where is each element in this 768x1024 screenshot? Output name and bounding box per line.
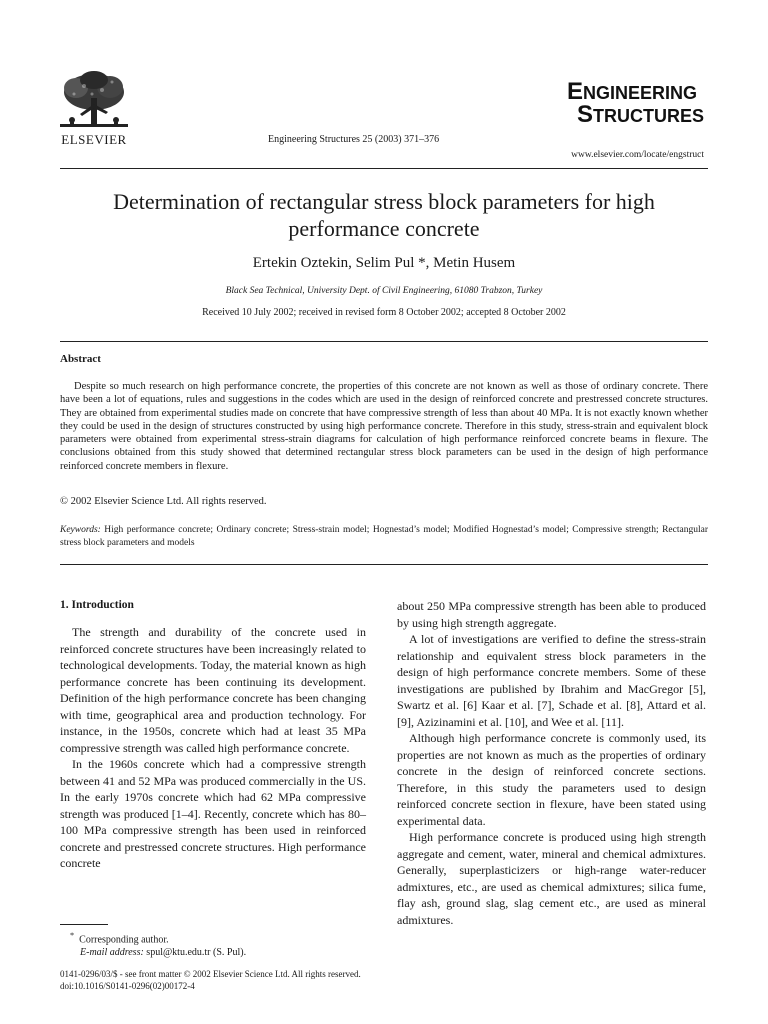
journal-initial-e: E bbox=[566, 78, 583, 105]
publisher-logo bbox=[52, 70, 136, 148]
footnote-marker: * bbox=[70, 931, 75, 940]
abstract-text: Despite so much research on high performance concrete, the properties of this concrete are not known as well as those of ordinary concrete. There have been a lot of equations, rules and suggestions in the codes which are used in the design of reinforced concrete and prestressed concrete structures. They are obtained from experimental studies made on concrete that have compressive strength of less than about 40 MPa. It is not exactly known whether they could be used in the design of structures constructed by using high performance concrete. Therefore in this study, stress-strain and equivalent block parameters were obtained from experimental stress-strain diagrams for calculation of high performance reinforced concrete beams in flexure. The conclusions obtained from this study showed that determined rectangular stress block parameters can be used in the design of high performance reinforced concrete members in flexure. bbox=[60, 381, 708, 472]
abstract-top-divider bbox=[60, 341, 708, 342]
author-affiliation: Black Sea Technical, University Dept. of Civil Engineering, 61080 Trabzon, Turkey bbox=[225, 286, 543, 296]
journal-initial-s: S bbox=[576, 101, 593, 128]
body-paragraph: The strength and durability of the concrete used in reinforced concrete structures have been increasingly related to technological developments. Today, the material known as high performance concrete has been continuing its development. Definition of the high performance concrete has been changing with time, geographical area and production technology. For instance, in the 1950s, concrete which had at least 35 MPa compressive strength was called high performance concrete. bbox=[60, 625, 366, 755]
journal-word-2: TRUCTURES bbox=[593, 106, 704, 126]
keywords-label: Keywords: bbox=[60, 525, 101, 535]
footnote-corresponding: Corresponding author. bbox=[79, 934, 169, 946]
doi-link[interactable]: doi:10.1016/S0141-0296(02)00172-4 bbox=[60, 981, 195, 991]
publisher-name: ELSEVIER bbox=[61, 132, 127, 147]
section-heading-introduction: 1. Introduction bbox=[60, 599, 134, 611]
issn-line: 0141-0296/03/$ - see front matter © 2002 Elsevier Science Ltd. All rights reserved. bbox=[60, 969, 361, 979]
email-label: E-mail address: bbox=[80, 947, 144, 959]
elsevier-tree-icon bbox=[54, 70, 134, 132]
body-paragraph: Although high performance concrete is commonly used, its properties are not known as much as the properties of ordinary concrete in the design of reinforced concrete sections. Therefore, in this study the parameters used to design reinforced concrete section in flexure, have been stated using experimental data. bbox=[397, 731, 706, 828]
body-column-left bbox=[60, 624, 366, 872]
journal-wordmark bbox=[566, 78, 704, 128]
body-paragraph: High performance concrete is produced using high strength aggregate and cement, water, mineral and chemical admixtures. Generally, superplasticizers or high-range water-reducer admixtures, etc., are used as chemical admixtures; silica fume, flay ash, ground slag, slag cement etc., are used as mineral admixtures. bbox=[397, 830, 706, 927]
corresponding-author-footnote bbox=[70, 929, 246, 959]
journal-word-1: NGINEERING bbox=[583, 83, 698, 103]
footnote-divider bbox=[60, 924, 108, 925]
author-list: Ertekin Oztekin, Selim Pul *, Metin Husem bbox=[252, 255, 516, 271]
received-dates: Received 10 July 2002; received in revised form 8 October 2002; accepted 8 October 2002 bbox=[202, 307, 566, 318]
header-divider bbox=[60, 168, 708, 169]
body-paragraph: In the 1960s concrete which had a compressive strength between 41 and 52 MPa was produced commercially in the US. In the early 1970s concrete which had 62 MPa compressive strength was produced [1–4]. Recently, concrete which has 80–100 MPa compressive strength has been used in reinforced concrete and prestressed concrete structures. High performance concrete bbox=[60, 757, 366, 870]
keywords-bottom-divider bbox=[60, 564, 708, 565]
article-title: Determination of rectangular stress block parameters for high performance concrete bbox=[113, 189, 655, 241]
body-column-right bbox=[397, 598, 706, 928]
footer-info bbox=[60, 968, 361, 992]
body-paragraph: A lot of investigations are verified to define the stress-strain relationship and equivalent stress block parameters in the design of high performance concrete members. Some of these investigations are published by Ibrahim and MacGregor [5], Swartz et al. [6] Kaar et al. [7], Schade et al. [8], Attard et al. [9], Azizinamini et al. [10], and Wee et al. [11]. bbox=[397, 632, 706, 729]
email-address[interactable]: spul@ktu.edu.tr (S. Pul). bbox=[146, 947, 247, 959]
keywords-text: High performance concrete; Ordinary concrete; Stress-strain model; Hognestad’s model; Modified Hognestad’s model; Compressive strength; Rectangular stress block parameters and models bbox=[60, 525, 708, 548]
abstract-heading: Abstract bbox=[60, 353, 101, 365]
abstract-copyright: © 2002 Elsevier Science Ltd. All rights reserved. bbox=[60, 496, 267, 507]
body-paragraph-continued: about 250 MPa compressive strength has been able to produced by using high strength aggregate. bbox=[397, 599, 706, 630]
keywords-block bbox=[60, 524, 708, 550]
journal-url-link[interactable]: www.elsevier.com/locate/engstruct bbox=[571, 150, 704, 160]
journal-citation: Engineering Structures 25 (2003) 371–376 bbox=[268, 134, 440, 145]
